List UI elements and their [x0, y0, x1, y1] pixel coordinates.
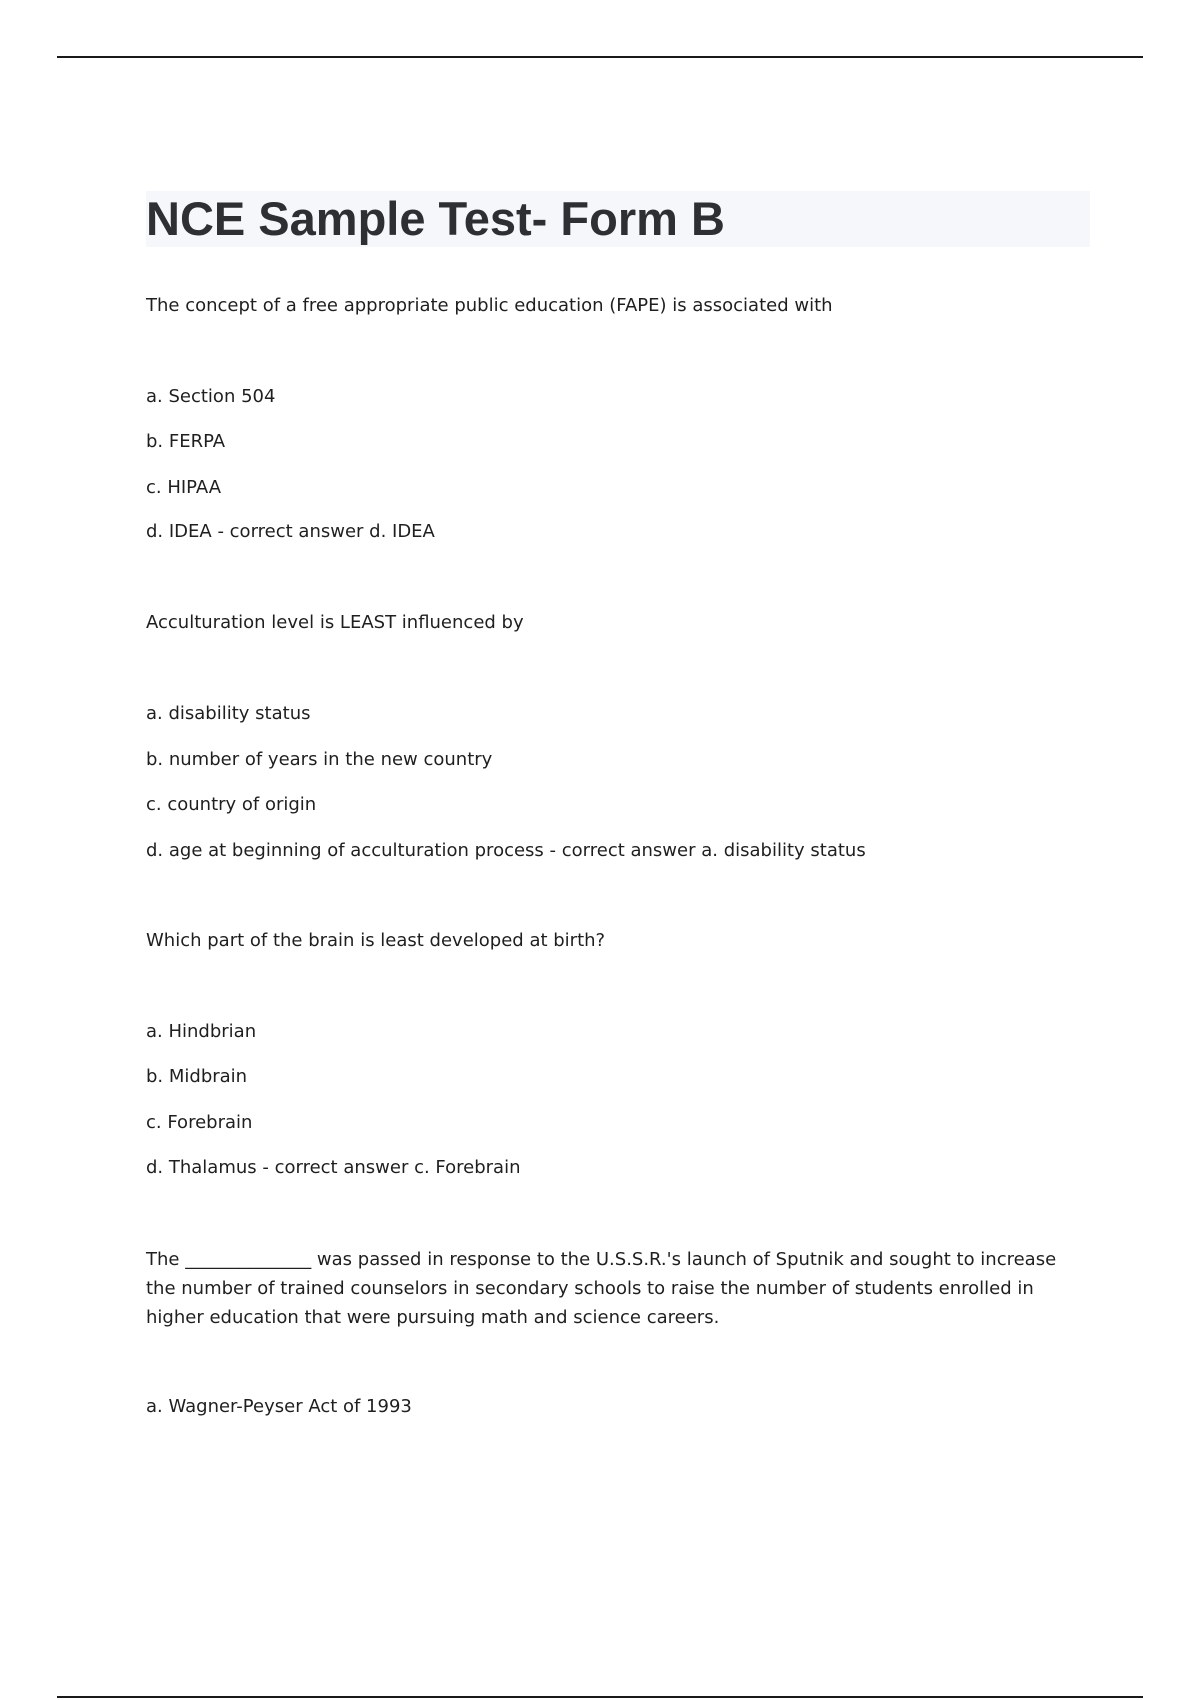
question-1-option-b: b. FERPA	[146, 431, 226, 452]
question-2-option-a: a. disability status	[146, 703, 311, 724]
question-1-option-a: a. Section 504	[146, 386, 276, 407]
question-4-prompt: The ______________ was passed in response to the U.S.S.R.'s launch of Sputnik and sought to increase the number of trained counselors in secondary schools to raise the number of students enrolled in higher education that were pursuing math and science careers.	[146, 1249, 1057, 1328]
document-title: NCE Sample Test- Form B	[146, 192, 725, 245]
question-2-option-c: c. country of origin	[146, 794, 317, 815]
question-3-option-a: a. Hindbrian	[146, 1021, 257, 1042]
question-4-option-a: a. Wagner-Peyser Act of 1993	[146, 1396, 412, 1417]
top-page-rule	[57, 56, 1143, 58]
question-2-option-b: b. number of years in the new country	[146, 749, 493, 770]
question-3-prompt: Which part of the brain is least developed at birth?	[146, 930, 606, 951]
question-1-option-c: c. HIPAA	[146, 477, 222, 498]
question-3-option-b: b. Midbrain	[146, 1066, 248, 1087]
bottom-page-rule	[57, 1696, 1143, 1698]
question-2-option-d: d. age at beginning of acculturation process - correct answer a. disability status	[146, 840, 866, 861]
question-2-prompt: Acculturation level is LEAST influenced by	[146, 612, 524, 633]
question-3-option-d: d. Thalamus - correct answer c. Forebrain	[146, 1157, 521, 1178]
question-1-option-d: d. IDEA - correct answer d. IDEA	[146, 521, 435, 542]
question-3-option-c: c. Forebrain	[146, 1112, 253, 1133]
question-1-prompt: The concept of a free appropriate public education (FAPE) is associated with	[146, 295, 833, 316]
